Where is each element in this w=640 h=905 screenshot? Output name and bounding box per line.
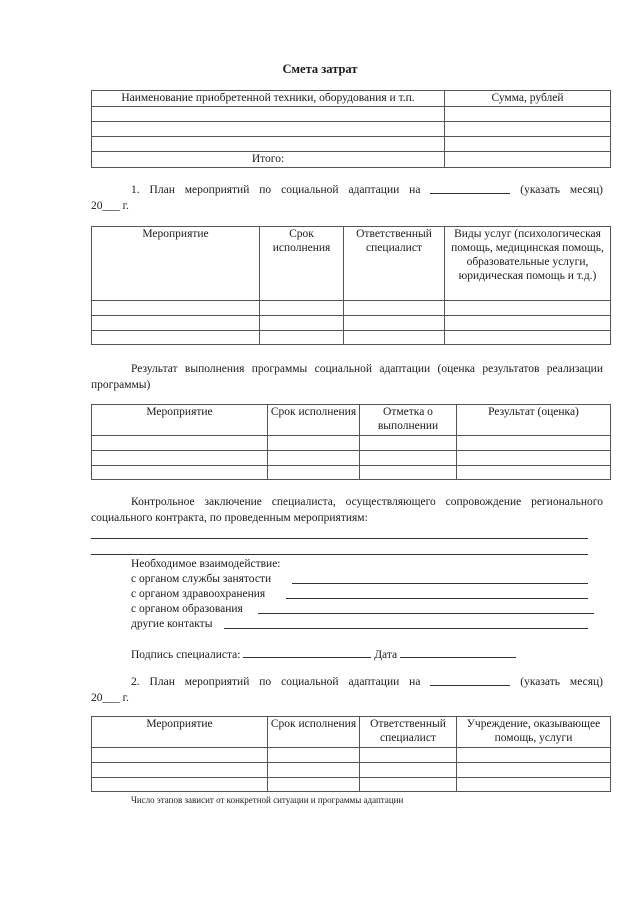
table-cell[interactable] (260, 331, 344, 345)
plan2-header-institution: Учреждение, оказывающее помощь, услуги (457, 717, 611, 748)
table-cell[interactable] (344, 331, 445, 345)
plan1-month-blank[interactable] (430, 182, 510, 194)
plan2-year[interactable]: 20___ г. (91, 692, 129, 704)
plan1-word: План (149, 184, 175, 196)
table-cell[interactable] (457, 748, 611, 763)
table-cell[interactable] (360, 436, 457, 451)
costs-header-name: Наименование приобретенной техники, оборудования и т.п. (92, 91, 445, 107)
table-cell[interactable] (457, 436, 611, 451)
table-cell[interactable] (268, 436, 360, 451)
table-cell[interactable] (457, 778, 611, 792)
table-cell[interactable] (445, 122, 611, 137)
plan1-word: на (409, 184, 421, 196)
interaction-health-blank[interactable] (286, 598, 588, 599)
table-cell[interactable] (445, 316, 611, 331)
page-title: Смета затрат (282, 62, 358, 76)
interaction-label: с органом образования (131, 603, 243, 615)
plan2-header-event: Мероприятие (92, 717, 268, 748)
table-cell[interactable] (268, 763, 360, 778)
table-cell[interactable] (268, 778, 360, 792)
plan2-line (91, 674, 603, 690)
table-cell[interactable] (445, 107, 611, 122)
plan2-word: адаптации (348, 676, 400, 688)
interaction-label: с органом службы занятости (131, 573, 272, 585)
table-cell[interactable] (92, 451, 268, 466)
plan1-word: социальной (281, 184, 339, 196)
interaction-education (131, 601, 243, 617)
table-cell[interactable] (360, 451, 457, 466)
plan2-word: 2. (131, 676, 140, 688)
table-cell[interactable] (260, 301, 344, 316)
plan1-word: месяц) (569, 184, 603, 196)
plan2-word: социальной (281, 676, 339, 688)
plan2-word: План (149, 676, 175, 688)
interaction-employment-blank[interactable] (292, 583, 588, 584)
plan1-header-term: Срок исполнения (260, 227, 344, 301)
interaction-label: с органом здравоохранения (131, 588, 266, 600)
plan2-header-term: Срок исполнения (268, 717, 360, 748)
table-cell[interactable] (344, 316, 445, 331)
date-blank[interactable] (400, 646, 516, 658)
result-header-result: Результат (оценка) (457, 405, 611, 436)
result-header-mark: Отметка о выполнении (360, 405, 457, 436)
total-value[interactable] (445, 152, 611, 168)
table-cell[interactable] (268, 466, 360, 480)
table-cell[interactable] (92, 763, 268, 778)
result-paragraph: Результат выполнения программы социальной адаптации (оценка результатов реализации программы) (91, 363, 603, 391)
table-cell[interactable] (92, 748, 268, 763)
interaction-heading: Необходимое взаимодействие: (131, 558, 281, 570)
plan1-header-responsible: Ответственный специалист (344, 227, 445, 301)
table-cell[interactable] (445, 331, 611, 345)
table-cell[interactable] (360, 778, 457, 792)
plan1-word: мероприятий (184, 184, 250, 196)
result-header-event: Мероприятие (92, 405, 268, 436)
plan1-year[interactable]: 20___ г. (91, 200, 129, 212)
plan2-word: месяц) (569, 676, 603, 688)
table-cell[interactable] (457, 451, 611, 466)
plan1-word: (указать (520, 184, 560, 196)
plan2-word: мероприятий (184, 676, 250, 688)
signature-label: Подпись специалиста: (131, 649, 241, 661)
total-label: Итого: (92, 152, 445, 168)
table-cell[interactable] (268, 451, 360, 466)
table-cell[interactable] (92, 316, 260, 331)
date-label: Дата (374, 649, 398, 661)
interaction-label: другие контакты (131, 618, 213, 630)
plan2-table (91, 716, 611, 792)
result-table (91, 404, 611, 480)
table-cell[interactable] (445, 137, 611, 152)
plan1-word: 1. (131, 184, 140, 196)
table-cell[interactable] (360, 763, 457, 778)
signature-line (131, 646, 516, 663)
interaction-other (131, 616, 212, 632)
table-cell[interactable] (92, 122, 445, 137)
plan1-table (91, 226, 611, 345)
plan2-word: (указать (520, 676, 560, 688)
result-header-term: Срок исполнения (268, 405, 360, 436)
costs-table (91, 90, 611, 168)
plan1-header-services: Виды услуг (психологическая помощь, медицинская помощь, образовательные услуги, юридическая помощь и т.д.) (445, 227, 611, 301)
interaction-employment (131, 571, 271, 587)
table-cell[interactable] (344, 301, 445, 316)
plan2-month-blank[interactable] (430, 674, 510, 686)
plan2-word: по (259, 676, 272, 688)
interaction-health (131, 586, 265, 602)
table-cell[interactable] (92, 778, 268, 792)
table-cell[interactable] (457, 763, 611, 778)
plan2-header-responsible: Ответственный специалист (360, 717, 457, 748)
table-cell[interactable] (268, 748, 360, 763)
conclusion-line-1[interactable] (91, 538, 588, 539)
plan2-word: на (409, 676, 421, 688)
plan1-word: по (259, 184, 272, 196)
table-cell[interactable] (92, 137, 445, 152)
table-cell[interactable] (92, 301, 260, 316)
table-cell[interactable] (92, 436, 268, 451)
footnote: Число этапов зависит от конкретной ситуации и программы адаптации (131, 795, 404, 805)
table-cell[interactable] (92, 107, 445, 122)
conclusion-line-2[interactable] (91, 554, 588, 555)
table-cell[interactable] (260, 316, 344, 331)
plan1-line (91, 182, 603, 198)
plan1-header-event: Мероприятие (92, 227, 260, 301)
costs-header-sum: Сумма, рублей (445, 91, 611, 107)
signature-blank[interactable] (243, 646, 371, 658)
table-cell[interactable] (360, 748, 457, 763)
plan1-word: адаптации (348, 184, 400, 196)
table-cell[interactable] (92, 466, 268, 480)
conclusion-paragraph: Контрольное заключение специалиста, осуществляющего сопровождение регионального социального контракта, по проведенным мероприятиям: (91, 496, 603, 524)
table-cell[interactable] (445, 301, 611, 316)
table-cell[interactable] (360, 466, 457, 480)
table-cell[interactable] (92, 331, 260, 345)
table-cell[interactable] (457, 466, 611, 480)
interaction-education-blank[interactable] (258, 613, 594, 614)
interaction-other-blank[interactable] (224, 628, 588, 629)
